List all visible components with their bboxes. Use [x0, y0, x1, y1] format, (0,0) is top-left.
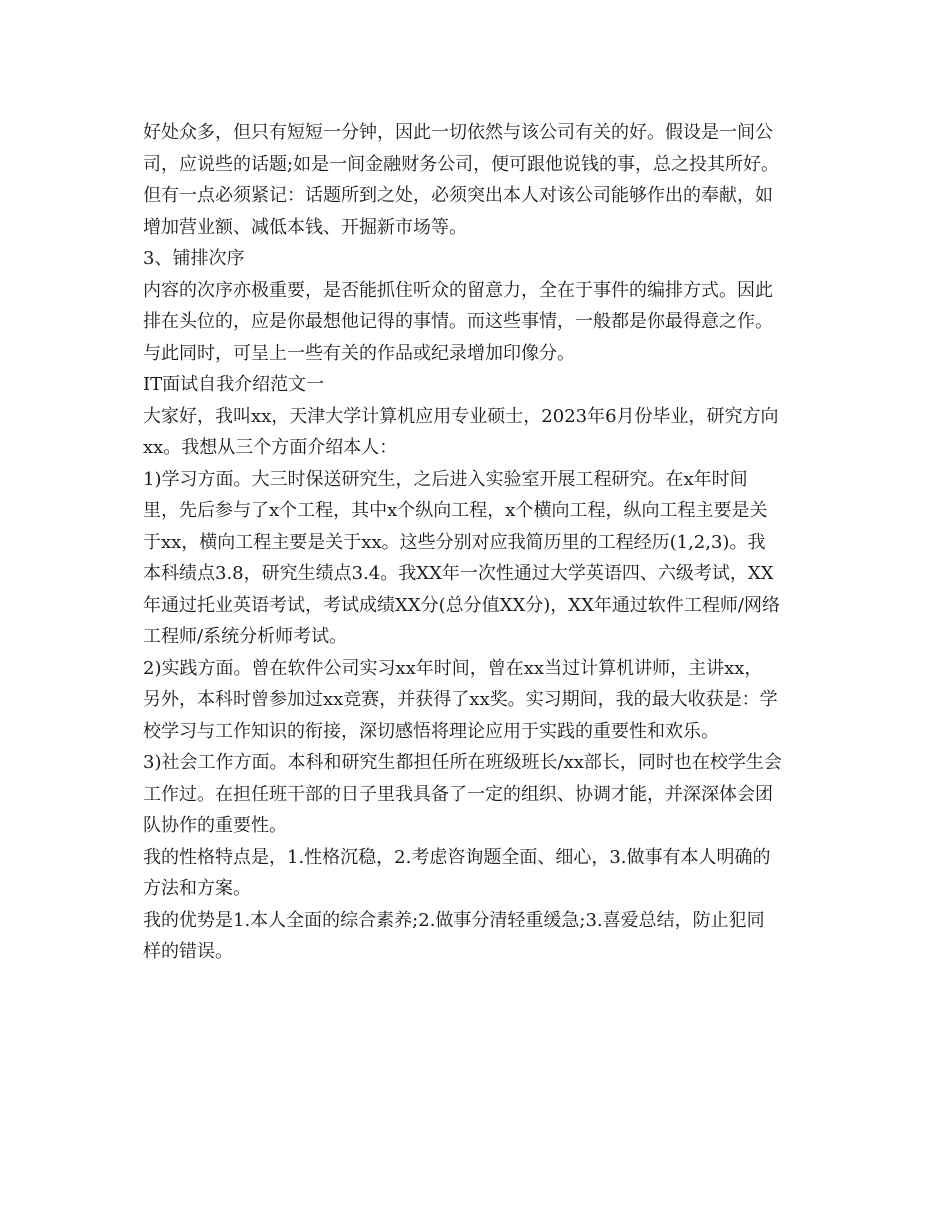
text-line: 3)社会工作方面。本科和研究生都担任所在班级班长/xx部长，同时也在校学生会: [143, 752, 782, 773]
text-line: 我的优势是1.本人全面的综合素养;2.做事分清轻重缓急;3.喜爱总结，防止犯同: [143, 909, 765, 931]
text-line: 3、铺排次序: [143, 248, 245, 269]
text-line: IT面试自我介绍范文一: [143, 374, 325, 395]
text-line: 但有一点必须紧记：话题所到之处，必须突出本人对该公司能够作出的奉献，如: [143, 185, 773, 206]
paragraph: [143, 117, 813, 243]
text-line: 工程师/系统分析师考试。: [143, 626, 348, 647]
paragraph: [143, 243, 813, 275]
paragraph: [143, 369, 813, 401]
text-line: 司，应说些的话题;如是一间金融财务公司，便可跟他说钱的事，总之投其所好。: [143, 153, 780, 175]
text-line: 里，先后参与了x个工程，其中x个纵向工程，x个横向工程，纵向工程主要是关: [143, 500, 768, 521]
text-line: 与此同时，可呈上一些有关的作品或纪录增加印像分。: [143, 342, 575, 364]
text-line: 排在头位的，应是你最想他记得的事情。而这些事情，一般都是你最得意之作。: [143, 311, 773, 332]
text-line: 年通过托业英语考试，考试成绩XX分(总分值XX分)，XX年通过软件工程师/网络: [143, 594, 780, 616]
paragraph: [143, 842, 813, 905]
text-line: xx。我想从三个方面介绍本人：: [143, 437, 398, 458]
paragraph: [143, 653, 813, 748]
text-line: 1)学习方面。大三时保送研究生，之后进入实验室开展工程研究。在x年时间: [143, 468, 748, 490]
text-line: 大家好，我叫xx，天津大学计算机应用专业硕士，2023年6月份毕业，研究方向: [143, 405, 779, 427]
document-body: [143, 117, 813, 968]
paragraph: [143, 464, 813, 653]
text-line: 增加营业额、减低本钱、开掘新市场等。: [143, 216, 467, 238]
paragraph: [143, 275, 813, 370]
text-line: 我的性格特点是，1.性格沉稳，2.考虑咨询题全面、细心，3.做事有本人明确的: [143, 846, 771, 868]
text-line: 方法和方案。: [143, 878, 251, 899]
text-line: 另外，本科时曾参加过xx竞赛，并获得了xx奖。实习期间，我的最大收获是：学: [143, 689, 778, 710]
paragraph: [143, 747, 813, 842]
paragraph: [143, 905, 813, 968]
text-line: 好处众多，但只有短短一分钟，因此一切依然与该公司有关的好。假设是一间公: [143, 122, 773, 143]
text-line: 工作过。在担任班干部的日子里我具备了一定的组织、协调才能，并深深体会团: [143, 783, 773, 805]
text-line: 样的错误。: [143, 941, 233, 962]
text-line: 于xx，横向工程主要是关于xx。这些分别对应我简历里的工程经历(1,2,3)。我: [143, 531, 766, 553]
text-line: 2)实践方面。曾在软件公司实习xx年时间，曾在xx当过计算机讲师，主讲xx，: [143, 657, 763, 679]
text-line: 内容的次序亦极重要，是否能抓住听众的留意力，全在于事件的编排方式。因此: [143, 279, 773, 301]
text-line: 队协作的重要性。: [143, 815, 287, 836]
paragraph: [143, 401, 813, 464]
text-line: 本科绩点3.8，研究生绩点3.4。我XX年一次性通过大学英语四、六级考试，XX: [143, 563, 774, 584]
text-line: 校学习与工作知识的衔接，深切感悟将理论应用于实践的重要性和欢乐。: [143, 720, 719, 742]
